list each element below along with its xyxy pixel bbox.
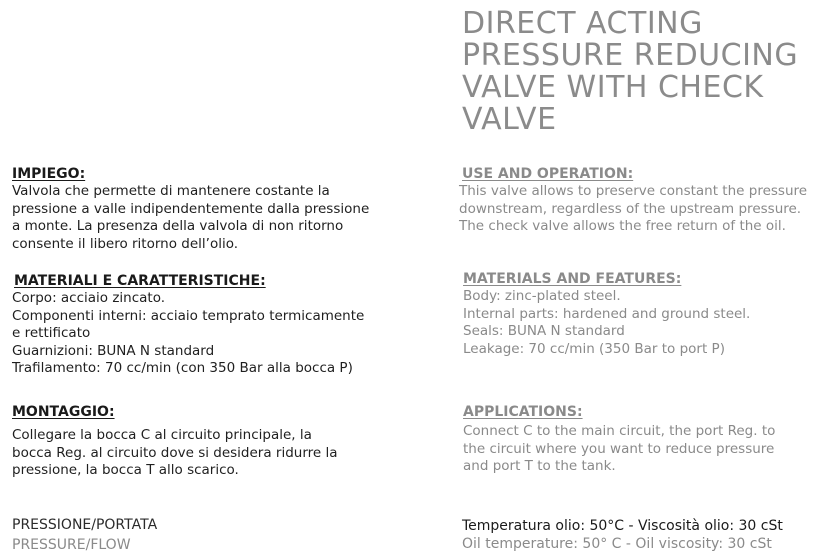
materiali-section <box>12 273 364 378</box>
materials-features-text-line: Leakage: 70 cc/min (350 Bar to port P) <box>463 340 725 357</box>
materiali-text-line: Corpo: acciaio zincato. <box>12 290 166 306</box>
use-operation-text-line: The check valve allows the free return of the oil. <box>459 218 786 235</box>
use-operation-heading: USE AND OPERATION: <box>462 166 634 182</box>
use-operation-section <box>459 166 808 236</box>
materiali-text-line: e rettificato <box>12 325 91 342</box>
impiego-text-line: Valvola che permette di mantenere costante la <box>12 183 330 199</box>
pressure-flow-label: PRESSURE/FLOW <box>12 537 131 553</box>
applications-text-line: the circuit where you want to reduce pressure <box>463 440 775 457</box>
product-title <box>462 8 807 136</box>
use-operation-text-line: This valve allows to preserve constant the pressure <box>459 183 808 199</box>
materiali-text-line: Trafilamento: 70 cc/min (con 350 Bar alla bocca P) <box>12 360 353 377</box>
montaggio-text-line: Collegare la bocca C al circuito principale, la <box>12 427 312 443</box>
pressione-portata-label: PRESSIONE/PORTATA <box>12 517 158 533</box>
montaggio-text-line: bocca Reg. al circuito dove si desidera ridurre la <box>12 444 338 461</box>
materiali-text-line: Guarnizioni: BUNA N standard <box>12 342 215 359</box>
impiego-heading: IMPIEGO: <box>12 166 86 182</box>
title-line: PRESSURE REDUCING <box>462 38 799 73</box>
montaggio-heading: MONTAGGIO: <box>12 404 115 420</box>
materiali-text-line: Componenti interni: acciaio temprato termicamente <box>12 307 365 324</box>
temperature-italian: Temperatura olio: 50°C - Viscosità olio: 30 cSt <box>462 518 783 534</box>
impiego-text-line: pressione a valle indipendentemente dalla pressione <box>12 200 370 217</box>
montaggio-section <box>12 404 338 480</box>
materials-features-text-line: Internal parts: hardened and ground steel. <box>463 305 751 322</box>
applications-text-line: and port T to the tank. <box>463 458 616 475</box>
applications-heading: APPLICATIONS: <box>463 404 583 420</box>
impiego-text-line: a monte. La presenza della valvola di non ritorno <box>12 218 344 235</box>
materiali-heading: MATERIALI E CARATTERISTICHE: <box>14 273 266 289</box>
impiego-section <box>12 166 369 253</box>
materials-features-text-line: Body: zinc-plated steel. <box>463 288 621 304</box>
title-line: DIRECT ACTING <box>462 6 703 41</box>
materials-features-heading: MATERIALS AND FEATURES: <box>463 271 682 287</box>
applications-text-line: Connect C to the main circuit, the port Reg. to <box>463 423 776 439</box>
montaggio-text-line: pressione, la bocca T allo scarico. <box>12 462 239 479</box>
materials-features-section <box>463 271 750 358</box>
use-operation-text-line: downstream, regardless of the upstream pressure. <box>459 200 802 217</box>
temperature-english: Oil temperature: 50° C - Oil viscosity: 30 cSt <box>462 536 772 552</box>
title-line: VALVE WITH CHECK <box>462 70 764 105</box>
impiego-text-line: consente il libero ritorno dell’olio. <box>12 235 239 252</box>
applications-section <box>463 404 775 476</box>
title-line: VALVE <box>462 102 557 137</box>
materials-features-text-line: Seals: BUNA N standard <box>463 323 625 340</box>
